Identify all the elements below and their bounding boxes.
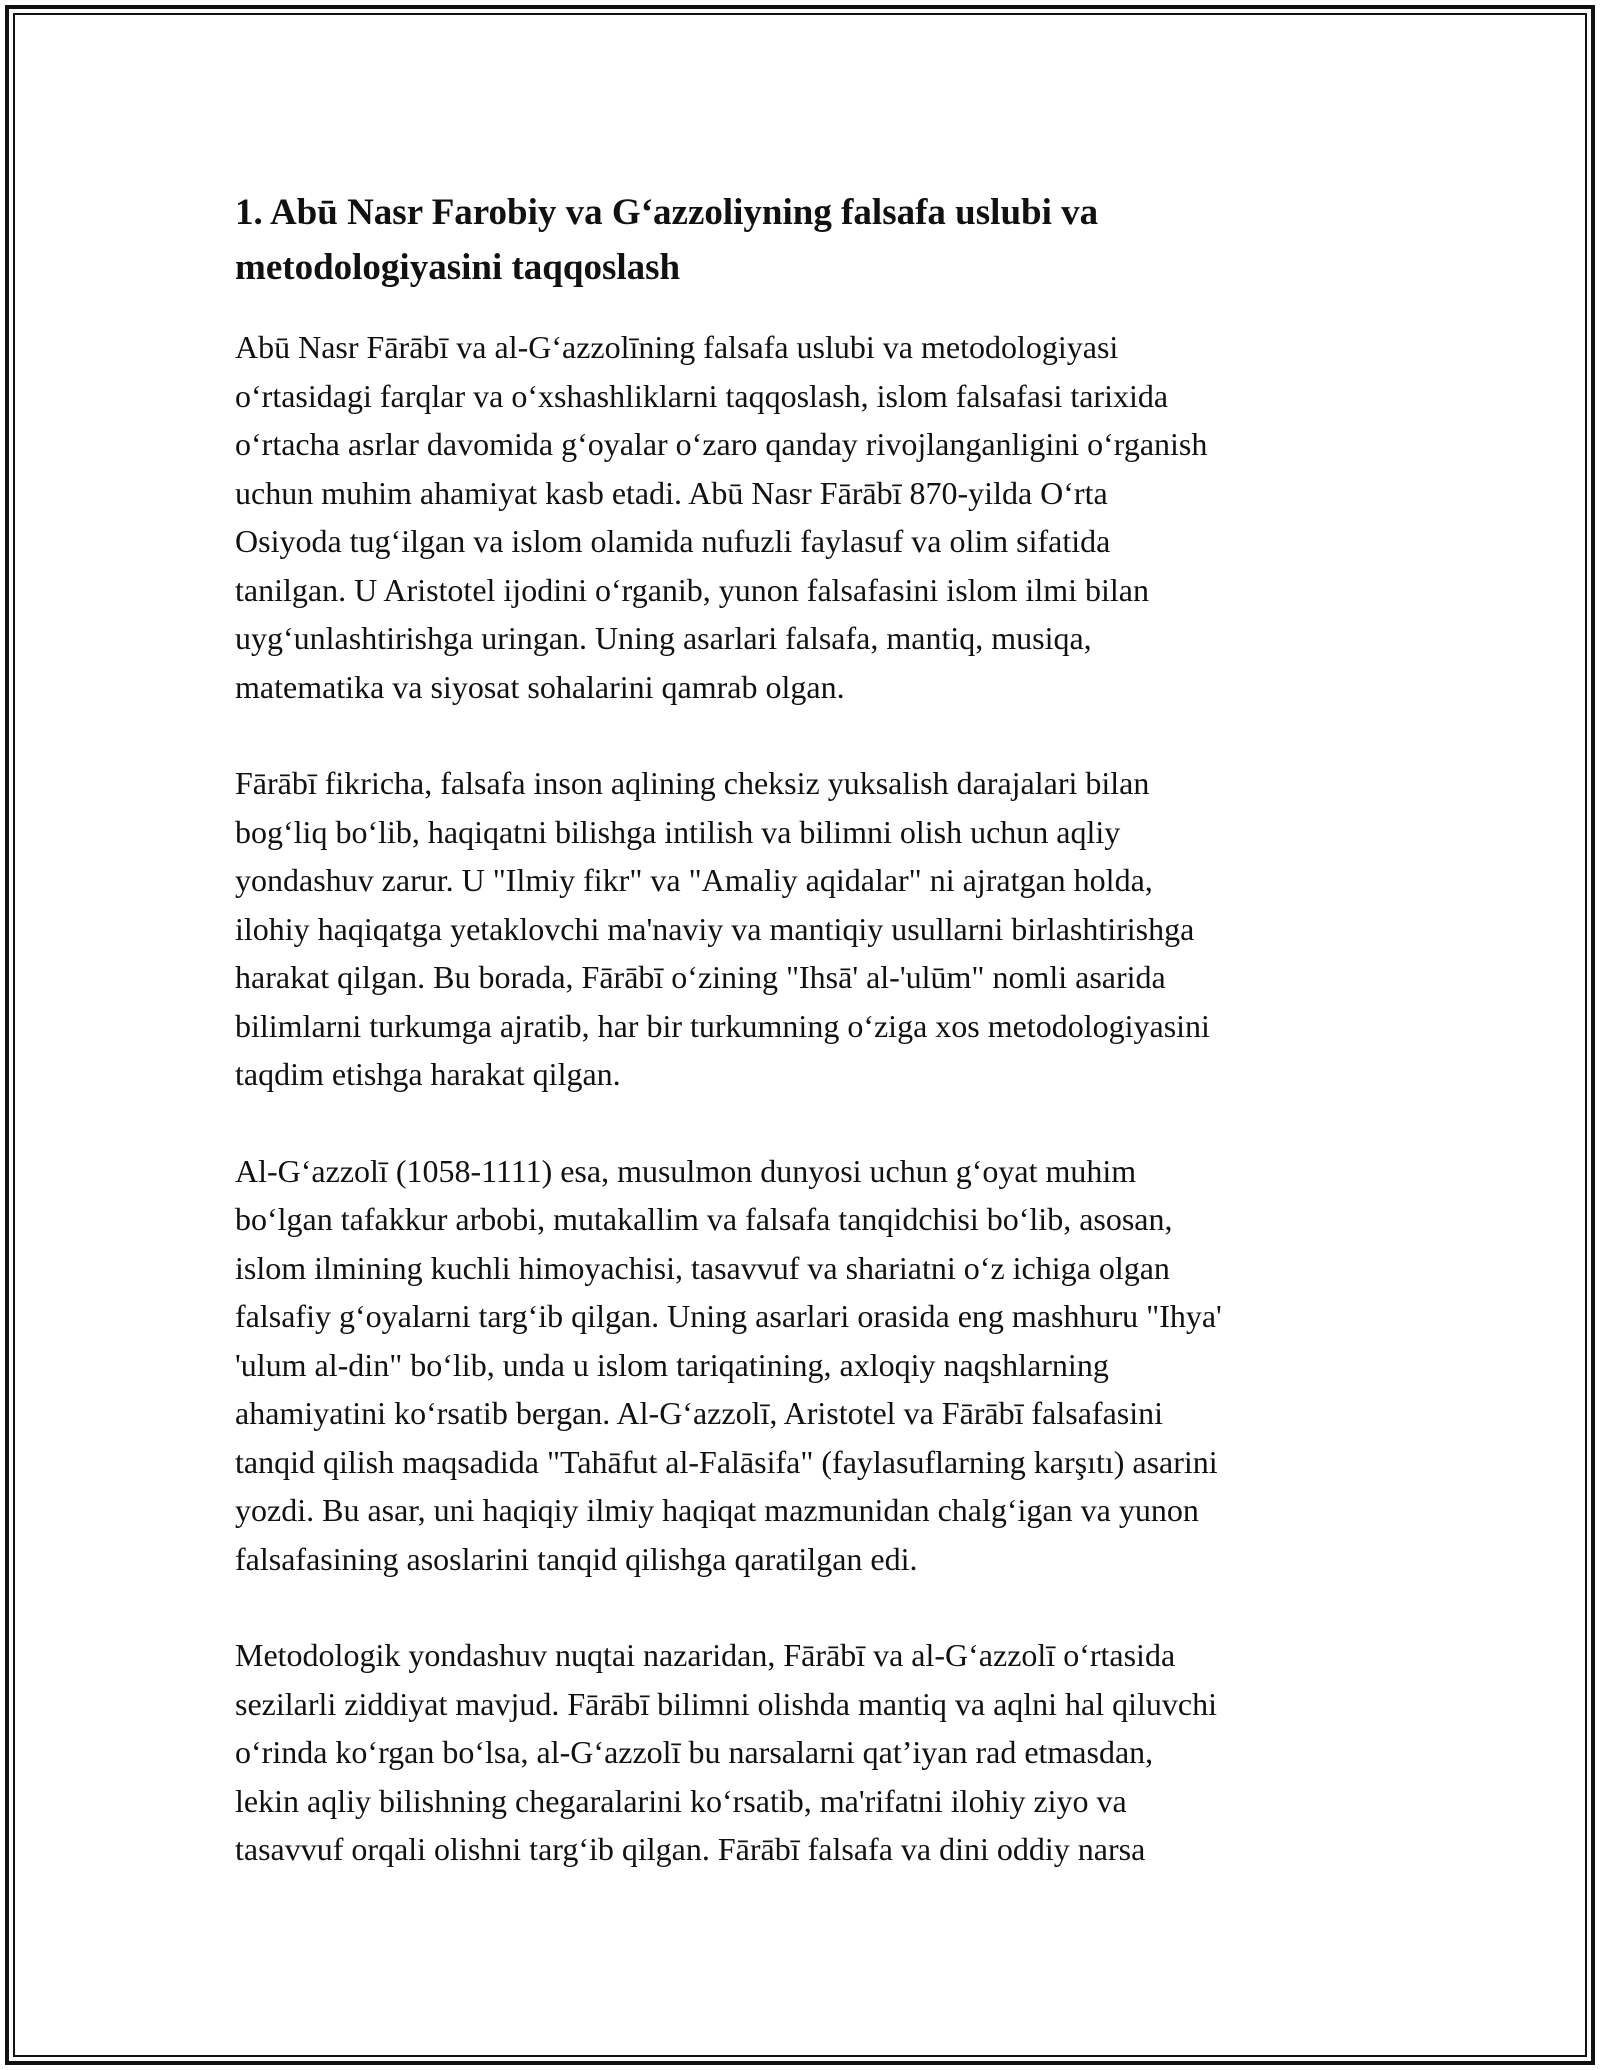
paragraph-1: Abū Nasr Fārābī va al-G‘azzolīning falsafa uslubi va metodologiyasi o‘rtasidagi farqlar va o‘xshashliklarni taqqoslash, islom falsafasi tarixida o‘rtacha asrlar davomida g‘oyalar o‘zaro qanday rivojlanganligini o‘rganish uchun muhim ahamiyat kasb etadi. Abū Nasr Fārābī 870-yilda O‘rta Osiyoda tug‘ilgan va islom olamida nufuzli faylasuf va olim sifatida tanilgan. U Aristotel ijodini o‘rganib, yunon falsafasini islom ilmi bilan uyg‘unlashtirishga uringan. Uning asarlari falsafa, mantiq, musiqa, matematika va siyosat sohalarini qamrab olgan. <box>235 329 1208 705</box>
document-body <box>235 185 1385 1922</box>
paragraph-4: Metodologik yondashuv nuqtai nazaridan, Fārābī va al-G‘azzolī o‘rtasida sezilarli ziddiyat mavjud. Fārābī bilimni olishda mantiq va aqlni hal qiluvchi o‘rinda ko‘rgan bo‘lsa, al-G‘azzolī bu narsalarni qat’iyan rad etmasdan, lekin aqliy bilishning chegaralarini ko‘rsatib, ma'rifatni ilohiy ziyo va tasavvuf orqali olishni targ‘ib qilgan. Fārābī falsafa va dini oddiy narsa <box>235 1637 1218 1867</box>
section-heading: 1. Abū Nasr Farobiy va G‘azzoliyning falsafa uslubi va metodologiyasini taqqoslash <box>235 192 1099 288</box>
paragraph-3: Al-G‘azzolī (1058-1111) esa, musulmon dunyosi uchun g‘oyat muhim bo‘lgan tafakkur arbobi, mutakallim va falsafa tanqidchisi bo‘lib, asosan, islom ilmining kuchli himoyachisi, tasavvuf va shariatni o‘z ichiga olgan falsafiy g‘oyalarni targ‘ib qilgan. Uning asarlari orasida eng mashhuru "Ihya' 'ulum al-din" bo‘lib, unda u islom tariqatining, axloqiy naqshlarning ahamiyatini ko‘rsatib bergan. Al-G‘azzolī, Aristotel va Fārābī falsafasini tanqid qilish maqsadida "Tahāfut al-Falāsifa" (faylasuflarning karşıtı) asarini yozdi. Bu asar, uni haqiqiy ilmiy haqiqat mazmunidan chalg‘igan va yunon falsafasining asoslarini tanqid qilishga qaratilgan edi. <box>235 1152 1222 1577</box>
paragraph-2: Fārābī fikricha, falsafa inson aqlining cheksiz yuksalish darajalari bilan bog‘liq bo‘lib, haqiqatni bilishga intilish va bilimni olish uchun aqliy yondashuv zarur. U "Ilmiy fikr" va "Amaliy aqidalar" ni ajratgan holda, ilohiy haqiqatga yetaklovchi ma'naviy va mantiqiy usullarni birlashtirishga harakat qilgan. Bu borada, Fārābī o‘zining "Ihsā' al-'ulūm" nomli asarida bilimlarni turkumga ajratib, har bir turkumning o‘ziga xos metodologiyasini taqdim etishga harakat qilgan. <box>235 765 1210 1092</box>
